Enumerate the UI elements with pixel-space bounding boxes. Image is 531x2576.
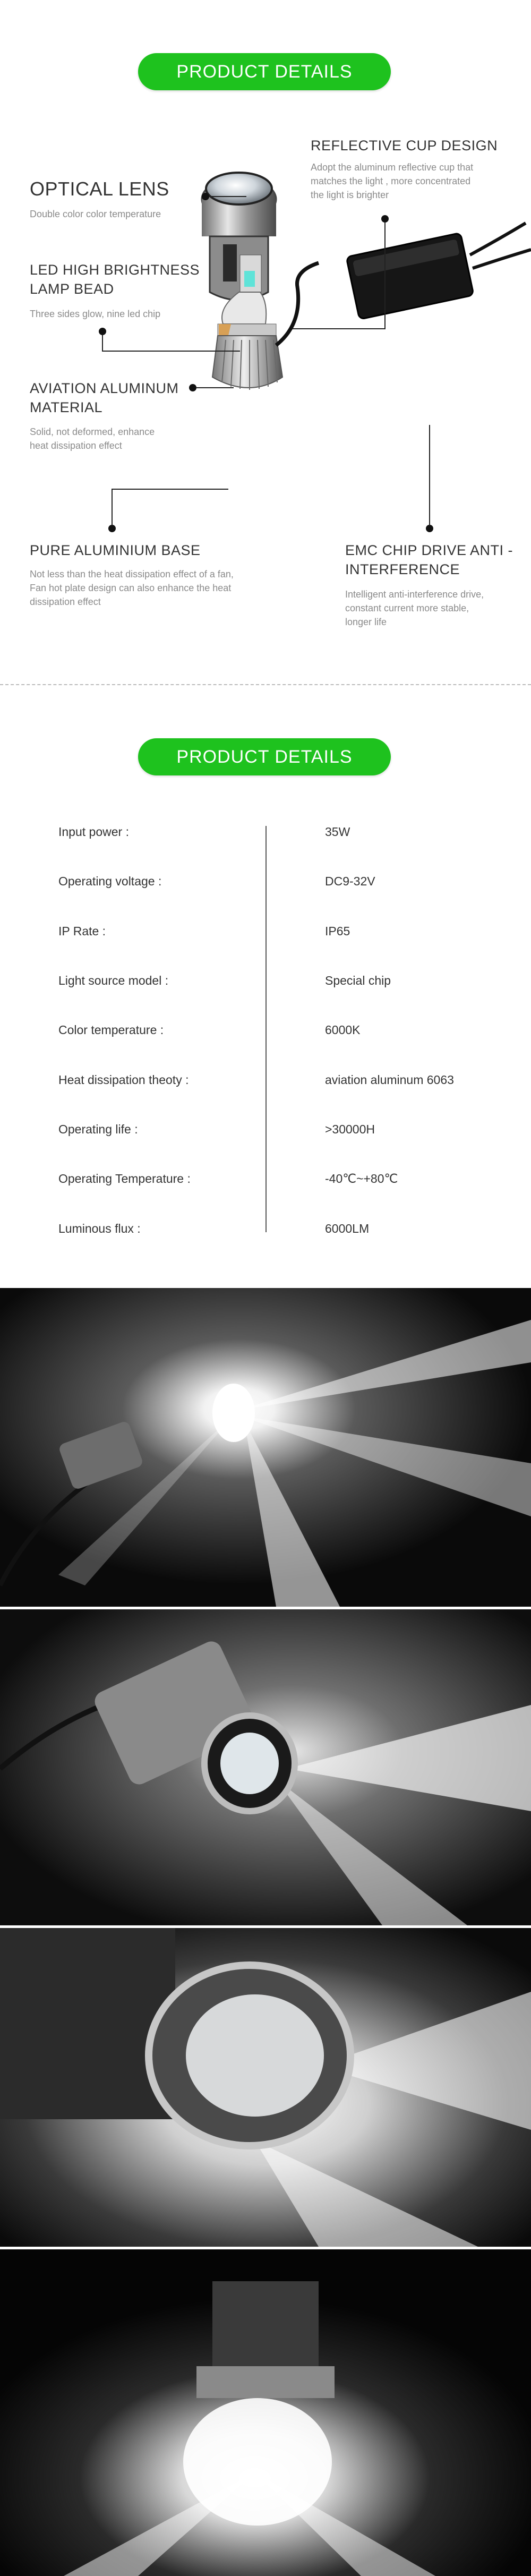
- feature-desc-aviation-material: [30, 425, 155, 453]
- feature-title-optical-lens: OPTICAL LENS: [30, 178, 169, 200]
- spec-value-input-power: 35W: [325, 825, 350, 839]
- spec-label-ip-rate: IP Rate :: [58, 924, 106, 938]
- callout-dot-emc-chip: [426, 525, 433, 532]
- callout-dot-led-bead: [99, 328, 106, 335]
- feature-title-aviation-material: [30, 379, 179, 417]
- spec-value-luminous-flux: 6000LM: [325, 1222, 370, 1235]
- callout-line-optical-lens: [209, 196, 246, 197]
- spec-label-operating-life: Operating life :: [58, 1122, 138, 1136]
- feature-desc-aviation-material-line2: heat dissipation effect: [30, 440, 122, 451]
- feature-desc-led-bead: Three sides glow, nine led chip: [30, 309, 161, 319]
- spec-value-light-source-model: Special chip: [325, 974, 391, 987]
- spec-label-operating-voltage: Operating voltage :: [58, 874, 162, 888]
- feature-desc-aviation-material-line1: Solid, not deformed, enhance: [30, 427, 155, 437]
- product-photo-2: [0, 1609, 531, 1925]
- feature-title-aviation-material-line1: AVIATION ALUMINUM: [30, 380, 179, 396]
- feature-title-emc-chip-line2: INTERFERENCE: [345, 561, 460, 577]
- feature-title-led-bead: [30, 260, 200, 298]
- callout-line-aviation-material: [196, 387, 234, 388]
- product-details-banner-2: PRODUCT DETAILS: [138, 738, 391, 775]
- spec-table-divider: [266, 826, 267, 1232]
- section-divider: [0, 684, 531, 685]
- callout-line-emc-chip: [429, 425, 430, 526]
- feature-title-reflective-cup: REFLECTIVE CUP DESIGN: [311, 138, 498, 153]
- product-details-banner: PRODUCT DETAILS: [138, 53, 391, 90]
- product-photo-3: [0, 1928, 531, 2247]
- callout-dot-reflective-cup: [381, 215, 389, 223]
- spec-label-color-temperature: Color temperature :: [58, 1023, 164, 1037]
- callout-dot-aluminium-base: [108, 525, 116, 532]
- feature-desc-aluminium-base: [30, 567, 234, 609]
- feature-title-led-bead-line1: LED HIGH BRIGHTNESS: [30, 262, 200, 278]
- feature-desc-reflective-cup-line2: matches the light , more concentrated: [311, 176, 471, 186]
- feature-desc-reflective-cup-line3: the light is brighter: [311, 190, 389, 200]
- callout-dot-aviation-material: [189, 384, 196, 391]
- feature-title-emc-chip: [345, 541, 513, 579]
- feature-desc-optical-lens: Double color color temperature: [30, 209, 161, 219]
- feature-desc-aluminium-base-line2: Fan hot plate design can also enhance the heat: [30, 583, 232, 593]
- spec-label-luminous-flux: Luminous flux :: [58, 1222, 141, 1235]
- callout-line-aluminium-base-v: [112, 489, 113, 526]
- feature-desc-emc-chip-line3: longer life: [345, 617, 387, 627]
- spec-value-color-temperature: 6000K: [325, 1023, 361, 1037]
- callout-line-led-bead-h: [102, 351, 240, 352]
- feature-desc-aluminium-base-line1: Not less than the heat dissipation effect of a fan,: [30, 569, 234, 579]
- feature-desc-emc-chip-line2: constant current more stable,: [345, 603, 469, 613]
- feature-desc-reflective-cup-line1: Adopt the aluminum reflective cup that: [311, 162, 474, 173]
- callout-dot-optical-lens: [202, 193, 209, 200]
- spec-label-input-power: Input power :: [58, 825, 129, 839]
- feature-title-aluminium-base: PURE ALUMINIUM BASE: [30, 542, 201, 558]
- callout-line-aluminium-base-h: [112, 489, 228, 490]
- callout-line-reflective-cup-h: [292, 328, 386, 329]
- product-photo-4: [0, 2249, 531, 2576]
- headlight-bulb-illustration: [159, 149, 531, 531]
- feature-desc-emc-chip-line1: Intelligent anti-interference drive,: [345, 589, 484, 600]
- product-photo-1: [0, 1288, 531, 1607]
- spec-value-ip-rate: IP65: [325, 924, 350, 938]
- spec-label-light-source-model: Light source model :: [58, 974, 169, 987]
- callout-line-reflective-cup-v: [384, 223, 386, 329]
- spec-value-heat-dissipation: aviation aluminum 6063: [325, 1073, 454, 1087]
- callout-line-led-bead-v: [102, 335, 103, 351]
- feature-title-aviation-material-line2: MATERIAL: [30, 399, 103, 415]
- feature-desc-reflective-cup: [311, 160, 473, 202]
- spec-label-heat-dissipation: Heat dissipation theoty :: [58, 1073, 189, 1087]
- spec-label-operating-temperature: Operating Temperature :: [58, 1172, 191, 1185]
- feature-title-led-bead-line2: LAMP BEAD: [30, 281, 114, 297]
- spec-value-operating-life: >30000H: [325, 1122, 375, 1136]
- spec-value-operating-temperature: -40℃~+80℃: [325, 1172, 398, 1185]
- feature-desc-aluminium-base-line3: dissipation effect: [30, 596, 101, 607]
- feature-title-emc-chip-line1: EMC CHIP DRIVE ANTI -: [345, 542, 513, 558]
- spec-value-operating-voltage: DC9-32V: [325, 874, 375, 888]
- feature-desc-emc-chip: [345, 587, 484, 629]
